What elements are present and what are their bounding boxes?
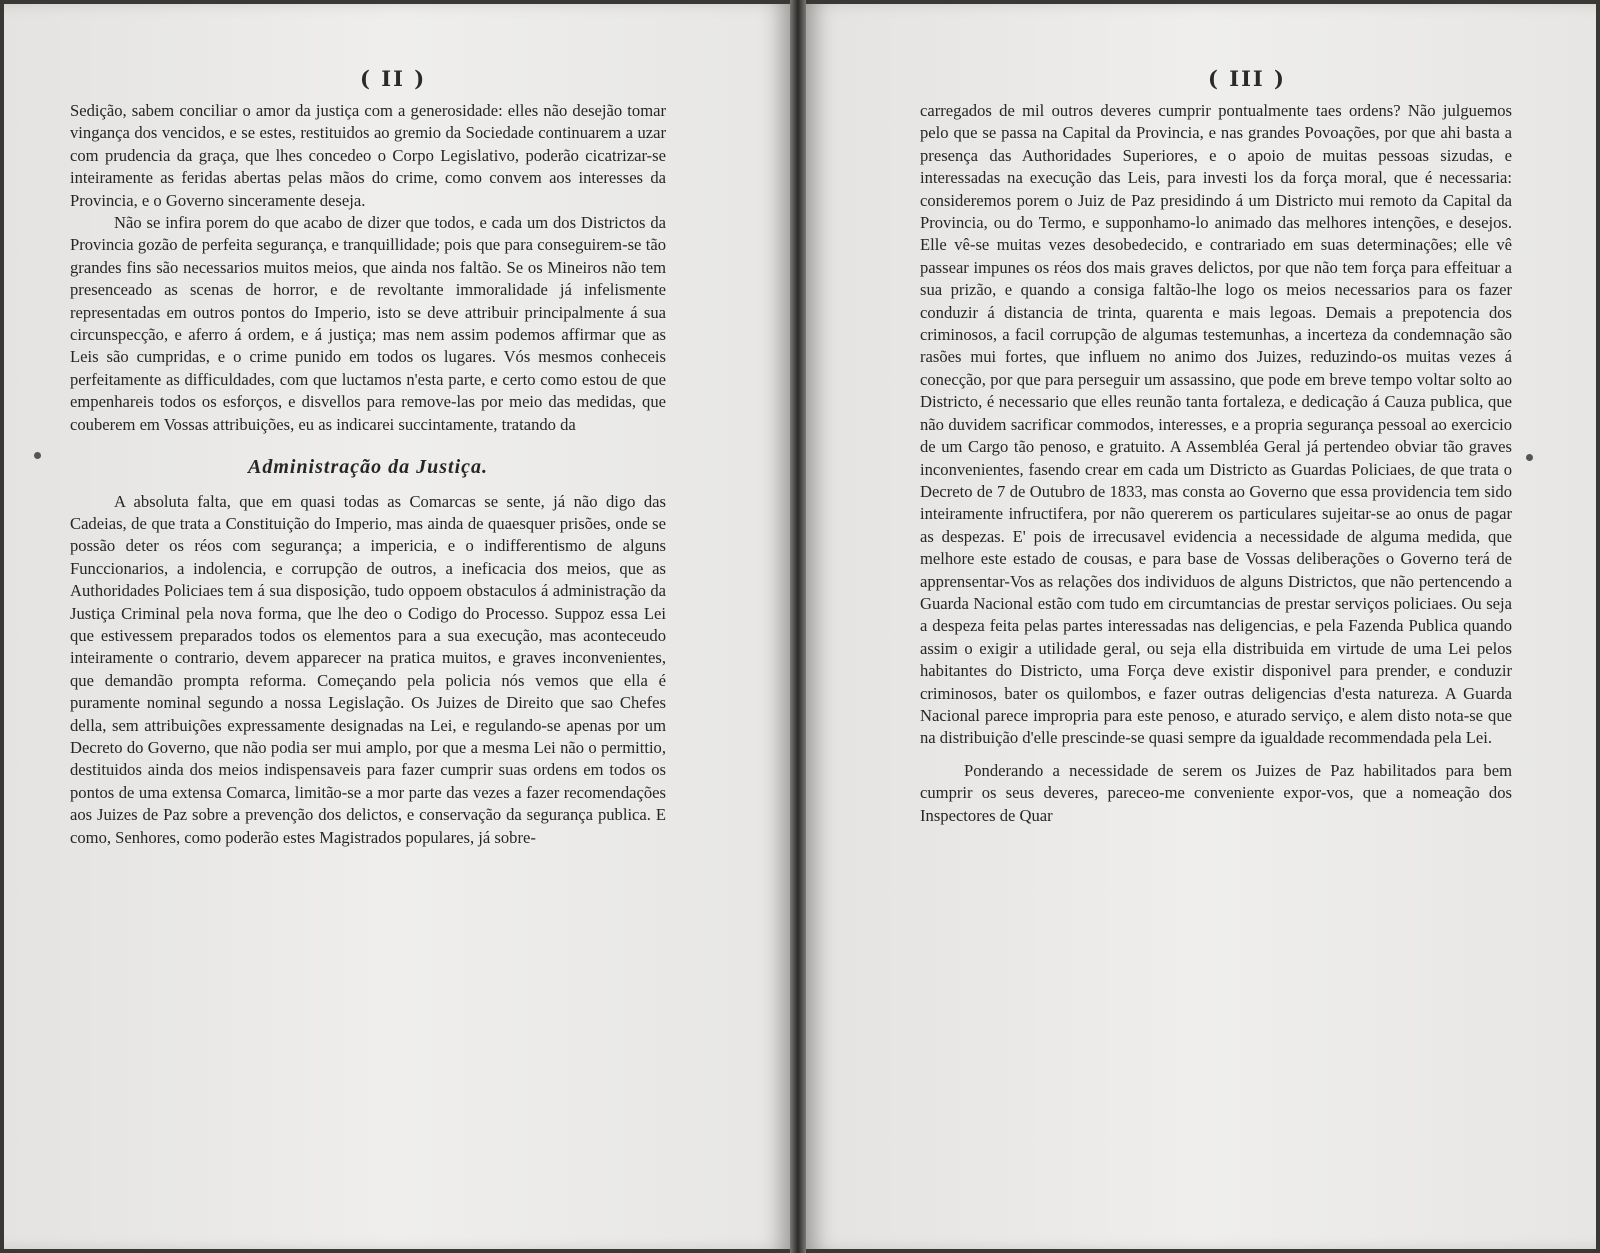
left-paragraph-3: A absoluta falta, que em quasi todas as Comarcas se sente, já não digo das Cadeias, de que trata a Constituição do Imperio, mas ainda de quaesquer prisões, onde se possão deter os réos com segurança; a impericia, e o indifferentismo de alguns Funccionarios, a indolencia, e corrupção de outros, a ineficacia dos meios, que as Authoridades Policiaes tem á sua disposição, tudo oppoem obstaculos á administração da Justiça Criminal pela nova forma, que lhe deo o Codigo do Processo. Suppoz essa Lei que estivessem preparados todos os elementos para a sua execução, mas aconteceudo inteiramente o contrario, devem apparecer na pratica muitos, e graves inconvenientes, que demandão prompta reforma. Começando pela policia nós vemos que ella é puramente nominal segundo a nossa Legislação. Os Juizes de Direito que sao Chefes della, sem attribuições expressamente designadas na Lei, e regulando-se apenas por um Decreto do Governo, que não podia ser mui amplo, por que a mesma Lei não o permittio, destituidos ainda dos meios indispensaveis para fazer cumprir suas ordens em todos os pontos de uma extensa Comarca, limitão-se a mor parte das vezes a fazer recomendações aos Juizes de Paz sobre a prevenção dos delictos, e conservação da segurança publica. E como, Senhores, como poderão estes Magistrados populares, já sobre- bbox=[70, 491, 666, 847]
right-folio: ( III ) bbox=[1208, 66, 1286, 91]
right-paragraph-1: carregados de mil outros deveres cumprir pontualmente taes ordens? Não julguemos pelo que se passa na Capital da Provincia, e nas grandes Povoações, por que ahi basta a presença das Authoridades Superiores, e o apoio de muitas pessoas sizudas, e interessadas na execução das Leis, para investi los da força moral, que é necessaria: consideremos porem o Juiz de Paz presidindo á um Districto mui remoto da Capital da Provincia, ou do Termo, e supponhamo-lo animado das melhores intenções, e desejos. Elle vê-se muitas vezes desobedecido, e contrariado em suas determinações; elle vê passear impunes os réos dos mais graves delictos, por que não tem força para effeituar a sua prizão, e quando a consiga faltão-lhe logo os meios necessarios para os fazer conduzir á distancia de trinta, quarenta e mais legoas. Demais a prepotencia dos criminosos, a facil corrupção de algumas testemunhas, a incerteza da condemnação são rasões mui fortes, que influem no animo dos Juizes, reduzindo-os muitas vezes á conecção, por que para perseguir um assassino, que pode em breve tempo voltar solto ao Districto, é necessario que elles reunão tanta fortaleza, e dedicação á Cauza publica, que não duvidem sacrificar commodos, interesses, e a propria segurança pessoal ao exercicio de um Cargo tão penoso, e gratuito. A Assembléa Geral já pertendeo obviar tão graves inconvenientes, fasendo crear em cada um Districto as Guardas Policiaes, de que trata o Decreto de 7 de Outubro de 1833, mas consta ao Governo que essa providencia tem sido inteiramente infructifera, por não quererem os particulares sujeitar-se ao onus de pagar as despezas. E' pois de irrecusavel evidencia a necessidade de alguma medida, que melhore este estado de cousas, e para base de Vossas deliberações o Governo terá de apprensentar-Vos as relações dos individuos de alguns Districtos, que não pertencendo a Guarda Nacional estão com tudo em circumtancias de prestar serviços policiaes. Ou seja a despeza feita pelas partes interessadas nas deligencias, e pela Fazenda Publica quando assim o exigir a utilidade geral, ou seja ella distribuida em virtude de uma Lei pelos habitantes do Districto, uma Força deve existir disponivel para prender, e conduzir criminosos, bater os quilombos, e fazer outras deligencias d'esta natureza. A Guarda Nacional parece impropria para este penoso, e aturado serviço, e alem disto nota-se que na distribuição d'elle prescinde-se quasi sempre da igualdade recommendada pela Lei. bbox=[920, 101, 1512, 748]
left-paragraph-1: Sedição, sabem conciliar o amor da justiça com a generosidade: elles não desejão tomar vingança dos vencidos, e se estes, restituidos ao gremio da Sociedade continuarem a uzar com prudencia da graça, que lhes concedeo o Corpo Legislativo, poderão cicatrizar-se inteiramente as feridas abertas pelas mãos do crime, como convem aos interesses da Provincia, e o Governo sinceramente deseja. bbox=[70, 101, 666, 210]
left-page-text bbox=[70, 100, 666, 849]
right-page-text bbox=[920, 100, 1512, 827]
section-heading: Administração da Justiça. bbox=[247, 456, 489, 479]
book-gutter bbox=[790, 0, 806, 1253]
left-page bbox=[4, 4, 790, 1249]
binding-hole-left bbox=[34, 452, 41, 459]
binding-hole-right bbox=[1526, 454, 1533, 461]
right-page bbox=[806, 4, 1596, 1249]
right-paragraph-2: Ponderando a necessidade de serem os Juizes de Paz habilitados para bem cumprir os seus deveres, pareceo-me conveniente expor-vos, que a nomeação dos Inspectores de Quar bbox=[920, 760, 1512, 825]
left-folio: ( II ) bbox=[360, 66, 427, 91]
left-paragraph-2: Não se infira porem do que acabo de dizer que todos, e cada um dos Districtos da Provincia gozão de perfeita segurança, e tranquillidade; pois que para conseguirem-se tão grandes fins são necessarios muitos meios, que ainda nos faltão. Se os Mineiros não tem presenceado as scenas de horror, e de revoltante immoralidade já infelismente representadas em outros pontos do Imperio, isto se deve attribuir principalmente á sua circunspecção, e aferro á ordem, e á justiça; mas nem assim podemos affirmar que as Leis são cumpridas, e o crime punido em todos os lugares. Vós mesmos conheceis perfeitamente as difficuldades, com que luctamos n'esta parte, e certo como estou de que empenhareis todos os esforços, e disvellos para remove-las por meio das medidas, que couberem em Vossas attribuições, eu as indicarei succintamente, tratando da bbox=[70, 213, 666, 434]
